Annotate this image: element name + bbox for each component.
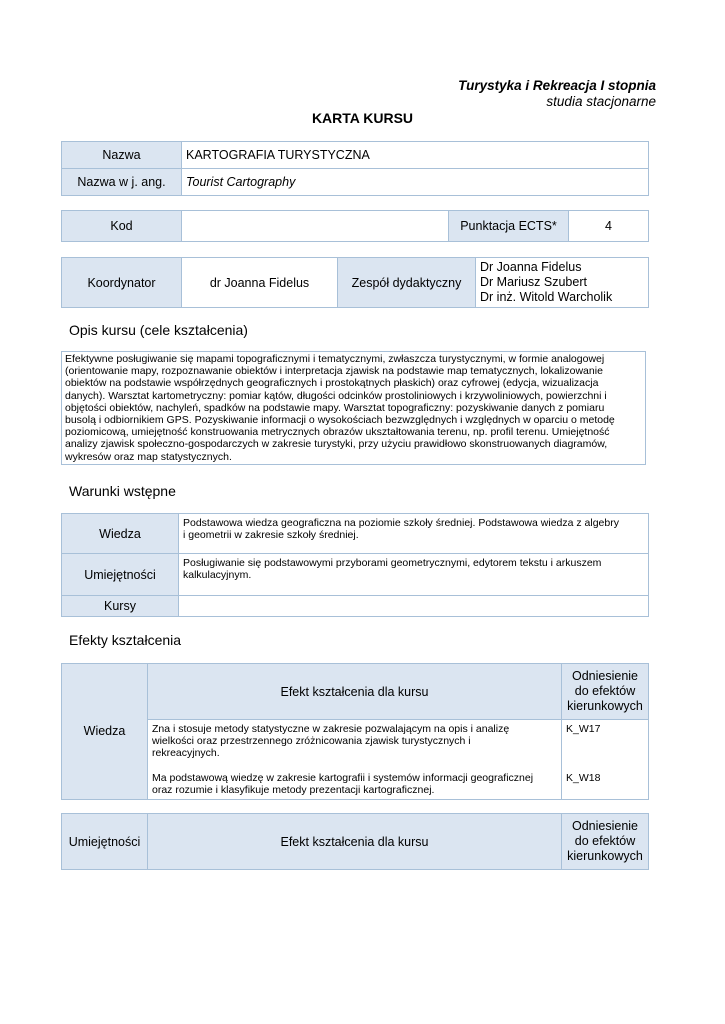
effect-column-header: Efekt kształcenia dla kursu [148,664,562,720]
team-members [476,258,649,308]
study-mode: studia stacjonarne [546,94,656,109]
outcome-item [148,768,562,800]
ref-header-line: do efektów [574,834,636,848]
ref-header-line: kierunkowych [567,699,643,713]
ects-label: Punktacja ECTS* [449,211,569,242]
name-value: KARTOGRAFIA TURYSTYCZNA [182,142,649,169]
outcomes-knowledge-label: Wiedza [62,664,148,800]
name-en-value: Tourist Cartography [182,169,649,196]
ref-header-line: do efektów [574,684,636,698]
prereq-line: Podstawowa wiedza geograficzna na poziomie szkoły średniej. Podstawowa wiedza z algebry [183,517,619,529]
team-label: Zespół dydaktyczny [338,258,476,308]
description-line: danych). Warsztat kartometryczny: pomiar kątów, długości odcinków prostoliniowych i krzywoliniowych, powierzchni i [65,389,607,402]
description-line: analizy zjawisk społeczno-gospodarczych w zakresie turystyki, przy użyciu prawidłowo skonstruowanych diagramów, [65,438,608,451]
prerequisites-heading: Warunki wstępne [69,483,176,499]
outcome-ref: K_W17 [562,720,649,768]
code-value [182,211,449,242]
prereq-line: kalkulacyjnym. [183,569,252,581]
reference-column-header [562,814,649,870]
name-label: Nazwa [62,142,182,169]
code-label: Kod [62,211,182,242]
program-name: Turystyka i Rekreacja I stopnia [458,78,656,93]
outcome-line: rekreacyjnych. [152,747,220,759]
team-member: Dr inż. Witold Warcholik [480,290,613,304]
effect-column-header: Efekt kształcenia dla kursu [148,814,562,870]
ref-header-line: Odniesienie [571,669,638,683]
coordinator-value: dr Joanna Fidelus [182,258,338,308]
outcomes-knowledge-table [61,663,649,800]
prereq-knowledge-label: Wiedza [62,514,179,554]
prereq-skills-label: Umiejętności [62,554,179,596]
course-name-table [61,141,649,196]
page-title: KARTA KURSU [311,110,414,126]
description-line: (orientowanie mapy, rozpoznawanie obiektów i interpretacja zjawisk na podstawie map tematycznych, lokalizowanie [65,365,603,378]
description-line: obiektów na podstawie współrzędnych geograficznych i prostokątnych płaskich) oraz cyfrowej (edycja, wizualizacja [65,377,599,390]
outcome-line: Ma podstawową wiedzę w zakresie kartografii i systemów informacji geograficznej [152,771,534,784]
reference-column-header [562,664,649,720]
description-line: poziomicową, umiejętność konstruowania metrycznych obrazów ukształtowania terenu, np. profil terenu. Umiejętność [65,426,610,439]
prereq-knowledge-value [179,514,649,554]
ref-header-line: kierunkowych [567,849,643,863]
outcomes-skills-label: Umiejętności [62,814,148,870]
team-member: Dr Mariusz Szubert [480,275,587,289]
name-en-label: Nazwa w j. ang. [62,169,182,196]
description-line: objętości obiektów, nachyleń, spadków na podstawie mapy. Warsztat topograficzny: pozyskiwanie danych z pomiaru [65,401,605,414]
prerequisites-table [61,513,649,617]
prereq-skills-value [179,554,649,596]
description-box [61,351,646,465]
ects-value: 4 [569,211,649,242]
outcome-line: wielkości oraz przestrzennego zróżnicowania zjawisk turystycznych i [152,735,471,747]
coordinator-label: Koordynator [62,258,182,308]
description-heading: Opis kursu (cele kształcenia) [69,322,248,338]
outcome-line: Zna i stosuje metody statystyczne w zakresie pozwalającym na opis i analizę [152,723,510,735]
outcome-line: oraz rozumie i klasyfikuje metody prezentacji kartograficznej. [152,783,435,796]
prereq-courses-label: Kursy [62,596,179,617]
prereq-line: i geometrii w zakresie szkoły średniej. [183,529,359,541]
outcomes-skills-table [61,813,649,870]
description-line: Efektywne posługiwanie się mapami topograficznymi i tematycznymi, zwłaszcza turystycznymi, w formie analogowej [65,353,605,365]
outcome-ref: K_W18 [562,768,649,800]
code-ects-table [61,210,649,242]
outcome-item [148,720,562,768]
description-line: wykresów oraz map statystycznych. [65,450,232,463]
coordinator-table [61,257,649,308]
prereq-courses-value [179,596,649,617]
prereq-line: Posługiwanie się podstawowymi przyborami geometrycznymi, edytorem tekstu i arkuszem [183,557,602,569]
team-member: Dr Joanna Fidelus [480,260,582,274]
outcomes-heading: Efekty kształcenia [69,632,182,648]
ref-header-line: Odniesienie [571,819,638,833]
description-line: busolą i odbiornikiem GPS. Pozyskiwanie informacji o wysokościach bezwzględnych i względnych w oparciu o metodę [65,414,615,427]
